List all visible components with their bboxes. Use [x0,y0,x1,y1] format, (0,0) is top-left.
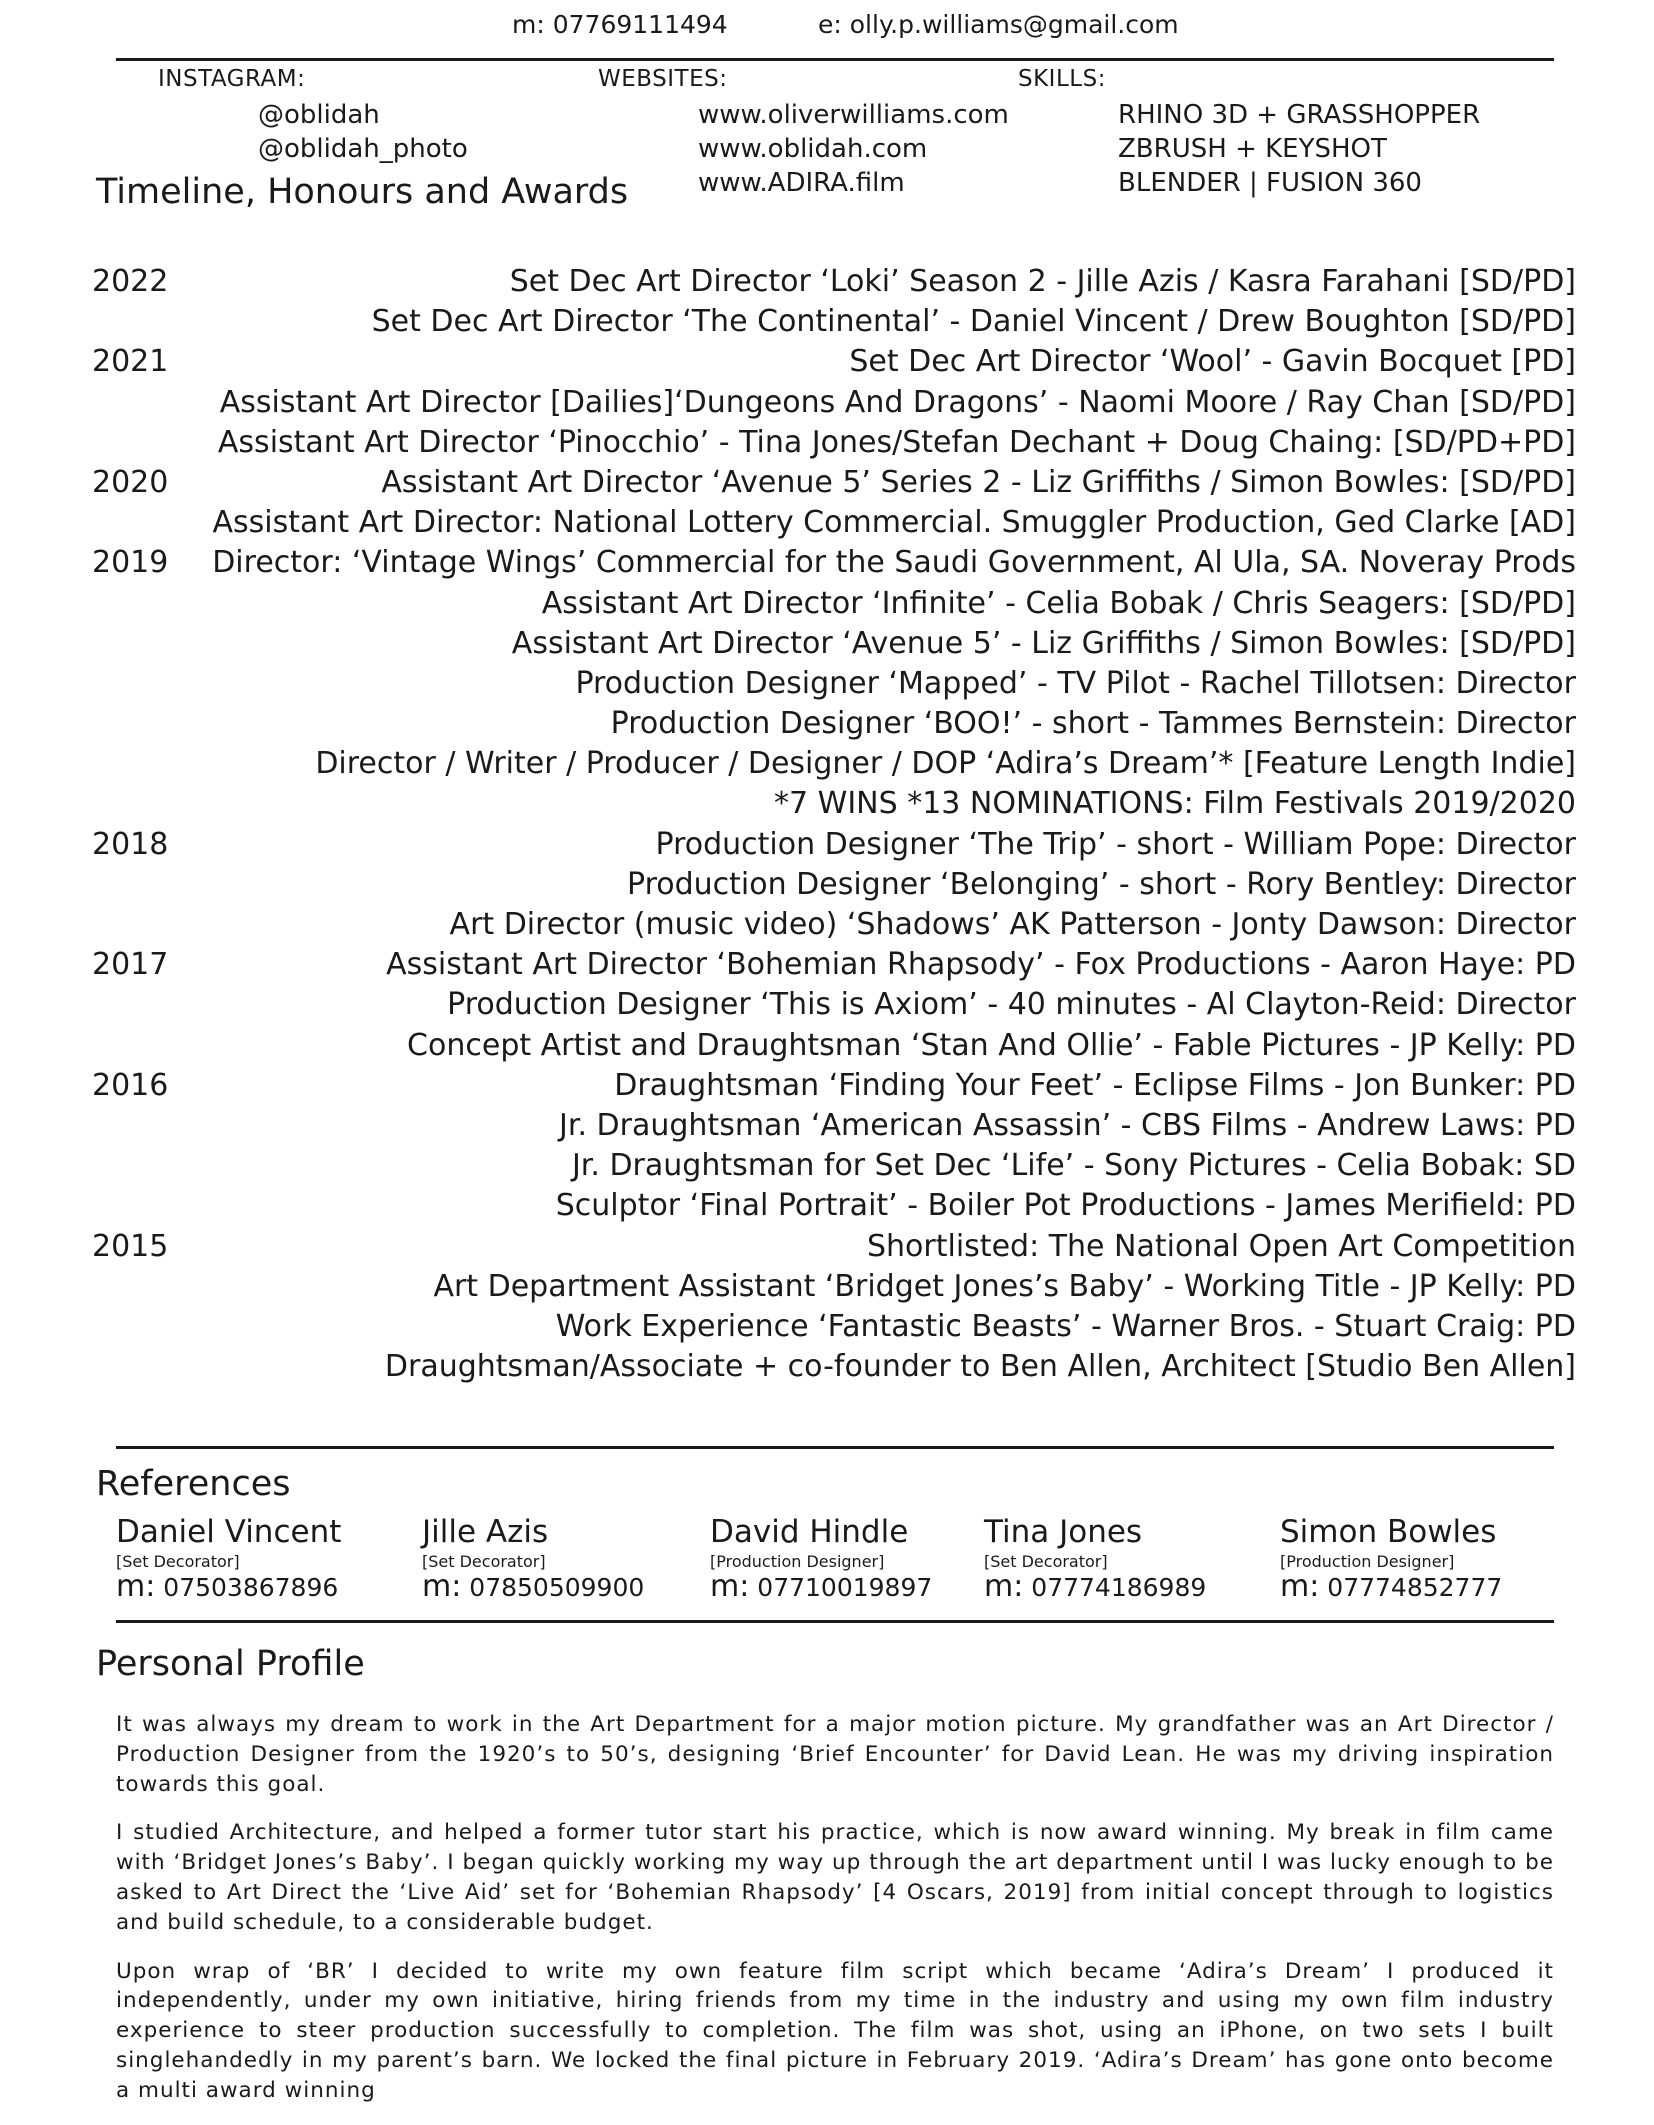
reference-phone-label: m: [116,1569,156,1604]
phone-contact [512,10,728,39]
instagram-handle[interactable]: @oblidah [258,100,380,130]
timeline-entry: Assistant Art Director ‘Avenue 5’ - Liz Griffiths / Simon Bowles: [SD/PD] [511,625,1576,661]
reference-phone-number[interactable]: 07503867896 [163,1573,339,1602]
timeline-entry: Assistant Art Director ‘Bohemian Rhapsody’ - Fox Productions - Aaron Haye: PD [386,947,1576,983]
timeline-entry: Shortlisted: The National Open Art Competition [867,1228,1576,1264]
reference-phone [984,1569,1207,1604]
timeline-title: Timeline, Honours and Awards [96,172,629,212]
timeline-entry: Jr. Draughtsman ‘American Assassin’ - CBS Films - Andrew Laws: PD [559,1107,1576,1143]
timeline-row [88,463,1576,503]
profile-paragraph: I studied Architecture, and helped a former tutor start his practice, which is now award winning. My break in film came with ‘Bridget Jones’s Baby’. I began quickly working my way up through the art department until I was lucky enough to be asked to Art Direct the ‘Live Aid’ set for ‘Bohemian Rhapsody’ [4 Oscars, 2019] from initial concept through to logistics and build schedule, to a considerable budget. [116,1820,1554,1935]
reference-phone-label: m: [1280,1569,1320,1604]
reference-name: Daniel Vincent [116,1514,342,1550]
reference-phone-number[interactable]: 07850509900 [469,1573,645,1602]
profile-title: Personal Profile [96,1644,365,1684]
timeline-entry: Director / Writer / Producer / Designer / DOP ‘Adira’s Dream’* [Feature Length Indie] [315,746,1576,782]
references-title: References [96,1464,291,1504]
reference-role: [Set Decorator] [116,1552,240,1571]
reference-card [984,1514,1206,1603]
timeline-row [88,503,1576,543]
phone-number[interactable]: 07769111494 [552,10,728,39]
reference-name: David Hindle [710,1514,909,1550]
reference-name: Simon Bowles [1280,1514,1497,1550]
timeline-row [88,262,1576,302]
timeline-row [88,1347,1576,1387]
timeline-year: 2015 [92,1228,169,1264]
email-address[interactable]: olly.p.williams@gmail.com [849,10,1179,39]
reference-phone [116,1569,341,1604]
instagram-list [258,98,468,166]
timeline-entry: Set Dec Art Director ‘Wool’ - Gavin Bocquet [PD] [849,344,1576,380]
timeline-row [88,744,1576,784]
instagram-heading: INSTAGRAM: [158,66,306,92]
timeline-row [88,302,1576,342]
timeline-row [88,624,1576,664]
websites-list [698,98,1009,200]
timeline-row [88,423,1576,463]
timeline-row [88,825,1576,865]
timeline-entry: Production Designer ‘This is Axiom’ - 40 minutes - Al Clayton-Reid: Director [447,987,1576,1023]
timeline-row [88,584,1576,624]
timeline-row [88,1146,1576,1186]
skill-item: ZBRUSH + KEYSHOT [1118,134,1387,164]
timeline-entry: Sculptor ‘Final Portrait’ - Boiler Pot Productions - James Merifield: PD [555,1188,1576,1224]
timeline-entry: Production Designer ‘BOO!’ - short - Tammes Bernstein: Director [610,706,1576,742]
timeline-year: 2017 [92,947,169,983]
skills-heading: SKILLS: [1018,66,1106,92]
timeline-list [88,262,1576,1387]
timeline-row [88,784,1576,824]
timeline-row [88,865,1576,905]
timeline-entry: Art Department Assistant ‘Bridget Jones’s Baby’ - Working Title - JP Kelly: PD [433,1268,1576,1304]
timeline-row [88,1106,1576,1146]
timeline-row [88,985,1576,1025]
reference-card [422,1514,644,1603]
timeline-row [88,1066,1576,1106]
timeline-year: 2021 [92,344,169,380]
timeline-row [88,1026,1576,1066]
timeline-entry: Work Experience ‘Fantastic Beasts’ - Warner Bros. - Stuart Craig: PD [555,1308,1576,1344]
timeline-row [88,1227,1576,1267]
reference-card [710,1514,932,1603]
timeline-year: 2019 [92,545,169,581]
timeline-entry: Set Dec Art Director ‘Loki’ Season 2 - Jille Azis / Kasra Farahani [SD/PD] [509,264,1576,299]
timeline-entry: Jr. Draughtsman for Set Dec ‘Life’ - Sony Pictures - Celia Bobak: SD [571,1148,1576,1184]
reference-role: [Production Designer] [710,1552,885,1571]
timeline-row [88,1267,1576,1307]
references-divider [116,1446,1554,1449]
timeline-entry: Assistant Art Director ‘Avenue 5’ Series 2 - Liz Griffiths / Simon Bowles: [SD/PD] [381,464,1576,500]
reference-card [1280,1514,1502,1603]
timeline-entry: Production Designer ‘The Trip’ - short - William Pope: Director [655,826,1576,862]
timeline-entry: Assistant Art Director [Dailies]‘Dungeons And Dragons’ - Naomi Moore / Ray Chan [SD/PD] [219,384,1576,420]
timeline-row [88,1186,1576,1226]
header-divider [116,58,1554,61]
reference-role: [Set Decorator] [984,1552,1108,1571]
reference-phone-number[interactable]: 07774852777 [1327,1573,1503,1602]
reference-name: Jille Azis [422,1514,549,1550]
timeline-row [88,543,1576,583]
reference-role: [Set Decorator] [422,1552,546,1571]
email-label: e: [818,10,842,39]
timeline-entry: Production Designer ‘Belonging’ - short - Rory Bentley: Director [627,866,1576,902]
reference-role: [Production Designer] [1280,1552,1455,1571]
reference-name: Tina Jones [984,1514,1143,1550]
timeline-entry: Assistant Art Director ‘Pinocchio’ - Tina Jones/Stefan Dechant + Doug Chaing: [SD/PD+PD] [217,424,1576,460]
reference-phone-label: m: [710,1569,750,1604]
timeline-entry: Production Designer ‘Mapped’ - TV Pilot - Rachel Tillotsen: Director [575,665,1576,701]
websites-heading: WEBSITES: [598,66,728,92]
skills-list [1118,98,1480,200]
reference-phone-label: m: [422,1569,462,1604]
timeline-entry: Draughtsman/Associate + co-founder to Ben Allen, Architect [Studio Ben Allen] [384,1349,1576,1385]
timeline-row [88,664,1576,704]
timeline-row [88,905,1576,945]
reference-phone-number[interactable]: 07774186989 [1031,1573,1207,1602]
timeline-entry: Draughtsman ‘Finding Your Feet’ - Eclipse Films - Jon Bunker: PD [614,1067,1576,1103]
website-link[interactable]: www.ADIRA.film [698,168,905,198]
timeline-year: 2016 [92,1067,169,1103]
reference-phone [1280,1569,1503,1604]
profile-paragraph: It was always my dream to work in the Art Department for a major motion picture. My grandfather was an Art Director / Production Designer from the 1920’s to 50’s, designing ‘Brief Encounter’ for David Lean. He was my driving inspiration towards this goal. [116,1712,1554,1797]
timeline-entry: Concept Artist and Draughtsman ‘Stan And Ollie’ - Fable Pictures - JP Kelly: PD [407,1027,1576,1063]
skill-item: BLENDER | FUSION 360 [1118,168,1422,198]
timeline-entry: *7 WINS *13 NOMINATIONS: Film Festivals 2019/2020 [774,786,1576,822]
timeline-row [88,342,1576,382]
timeline-entry: Set Dec Art Director ‘The Continental’ - Daniel Vincent / Drew Boughton [SD/PD] [371,304,1576,340]
profile-text [116,1710,1554,2125]
timeline-entry: Assistant Art Director ‘Infinite’ - Celia Bobak / Chris Seagers: [SD/PD] [541,585,1576,621]
reference-phone-label: m: [984,1569,1024,1604]
email-contact [818,10,1179,39]
profile-paragraph: Upon wrap of ‘BR’ I decided to write my own feature film script which became ‘Adira’s Dream’ I produced it independently, under my own initiative, hiring friends from my time in the industry and using my own film industry experience to steer production successfully to completion. The film was shot, using an iPhone, on two sets I built singlehandedly in my parent’s barn. We locked the final picture in February 2019. ‘Adira’s Dream’ has gone onto become a multi award winning [116,1958,1554,2103]
timeline-row [88,704,1576,744]
timeline-row [88,1307,1576,1347]
reference-phone [422,1569,645,1604]
profile-divider [116,1620,1554,1623]
reference-phone-number[interactable]: 07710019897 [757,1573,933,1602]
timeline-entry: Assistant Art Director: National Lottery Commercial. Smuggler Production, Ged Clarke [AD] [212,505,1576,541]
timeline-row [88,945,1576,985]
timeline-year: 2018 [92,826,169,862]
website-link[interactable]: www.oblidah.com [698,134,928,164]
timeline-entry: Art Director (music video) ‘Shadows’ AK Patterson - Jonty Dawson: Director [449,907,1576,942]
website-link[interactable]: www.oliverwilliams.com [698,100,1009,130]
timeline-year: 2022 [92,264,169,299]
timeline-row [88,383,1576,423]
timeline-entry: Director: ‘Vintage Wings’ Commercial for the Saudi Government, Al Ula, SA. Noveray Prods [212,545,1576,581]
reference-card [116,1514,341,1603]
reference-phone [710,1569,933,1604]
phone-label: m: [512,10,545,39]
instagram-handle[interactable]: @oblidah_photo [258,134,468,164]
skill-item: RHINO 3D + GRASSHOPPER [1118,100,1481,130]
timeline-year: 2020 [92,464,169,500]
